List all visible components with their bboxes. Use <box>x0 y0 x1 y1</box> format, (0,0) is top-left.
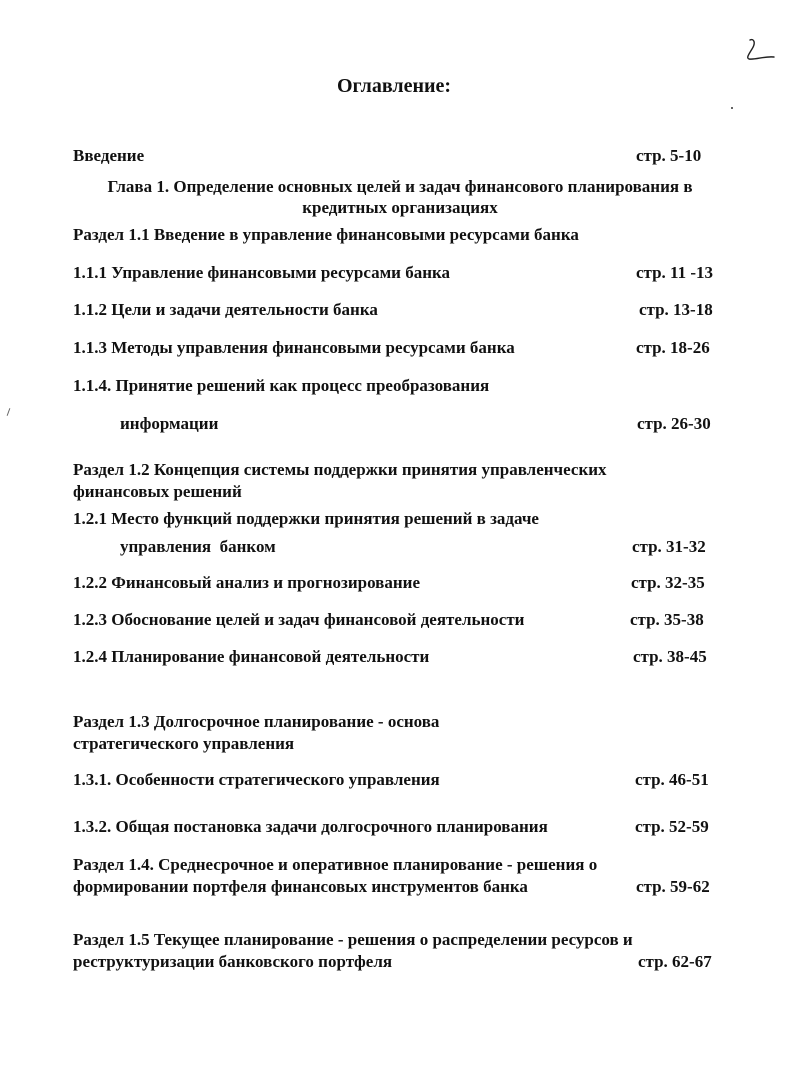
toc-item-1-2-2-label: 1.2.2 Финансовый анализ и прогнозирование <box>73 573 420 592</box>
toc-item-1-1-1-pages: стр. 11 -13 <box>636 263 714 282</box>
toc-item-1-2-1-line2: управления банком <box>120 537 276 556</box>
toc-item-1-2-1-pages: стр. 31-32 <box>632 537 706 556</box>
toc-section-1-2-line1: Раздел 1.2 Концепция системы поддержки принятия управленческих <box>73 460 607 479</box>
toc-section-1-3-line1: Раздел 1.3 Долгосрочное планирование - основа <box>73 712 440 731</box>
toc-section-1-5-line1: Раздел 1.5 Текущее планирование - решения о распределении ресурсов и <box>73 930 633 949</box>
toc-item-1-1-3-label: 1.1.3 Методы управления финансовыми ресурсами банка <box>73 338 515 357</box>
toc-item-1-3-1-pages: стр. 46-51 <box>635 770 709 789</box>
toc-section-1-2-line2: финансовых решений <box>73 482 242 501</box>
toc-section-1-3-line2: стратегического управления <box>73 734 295 753</box>
toc-item-1-1-3-pages: стр. 18-26 <box>636 338 710 357</box>
toc-introduction-label: Введение <box>73 146 145 165</box>
handwritten-page-mark <box>740 34 788 68</box>
toc-section-1-1: Раздел 1.1 Введение в управление финансовыми ресурсами банка <box>73 225 579 244</box>
toc-item-1-2-4-label: 1.2.4 Планирование финансовой деятельности <box>73 647 430 666</box>
toc-item-1-1-4-pages: стр. 26-30 <box>637 414 711 433</box>
toc-chapter1-line1: Глава 1. Определение основных целей и задач финансового планирования в <box>107 177 693 196</box>
toc-item-1-1-2-label: 1.1.2 Цели и задачи деятельности банка <box>73 300 378 319</box>
toc-item-1-3-2-pages: стр. 52-59 <box>635 817 709 836</box>
toc-item-1-1-1-label: 1.1.1 Управление финансовыми ресурсами банка <box>73 263 451 282</box>
toc-section-1-4-pages: стр. 59-62 <box>636 877 710 896</box>
toc-item-1-2-1-line1: 1.2.1 Место функций поддержки принятия решений в задаче <box>73 509 539 528</box>
toc-item-1-2-4-pages: стр. 38-45 <box>633 647 707 666</box>
toc-item-1-3-1-label: 1.3.1. Особенности стратегического управления <box>73 770 440 789</box>
toc-section-1-4-line2: формировании портфеля финансовых инструментов банка <box>73 877 528 896</box>
scan-speck <box>731 107 733 109</box>
toc-section-1-4-line1: Раздел 1.4. Среднесрочное и оперативное планирование - решения о <box>73 855 598 874</box>
toc-item-1-2-3-pages: стр. 35-38 <box>630 610 704 629</box>
toc-section-1-5-pages: стр. 62-67 <box>638 952 712 971</box>
toc-chapter1-line2: кредитных организациях <box>302 198 498 217</box>
toc-item-1-1-2-pages: стр. 13-18 <box>639 300 713 319</box>
toc-item-1-2-2-pages: стр. 32-35 <box>631 573 705 592</box>
toc-item-1-3-2-label: 1.3.2. Общая постановка задачи долгосрочного планирования <box>73 817 548 836</box>
toc-item-1-2-3-label: 1.2.3 Обоснование целей и задач финансовой деятельности <box>73 610 525 629</box>
page-title: Оглавление: <box>337 75 452 97</box>
scan-speck <box>7 408 11 416</box>
toc-introduction-pages: стр. 5-10 <box>636 146 702 165</box>
toc-section-1-5-line2: реструктуризации банковского портфеля <box>73 952 393 971</box>
toc-item-1-1-4-line2: информации <box>120 414 219 433</box>
toc-item-1-1-4-line1: 1.1.4. Принятие решений как процесс преобразования <box>73 376 490 395</box>
